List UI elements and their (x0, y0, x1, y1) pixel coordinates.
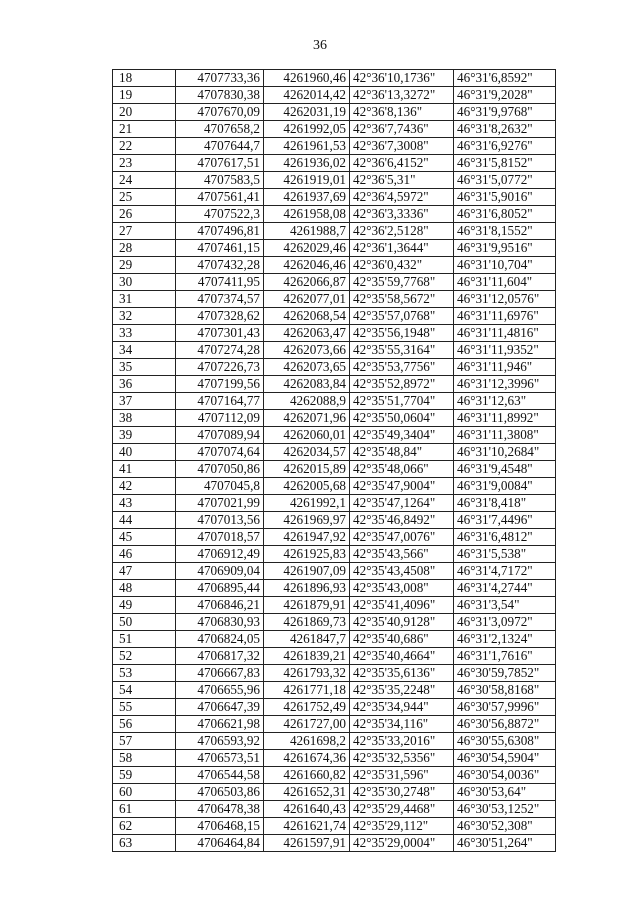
x-coordinate-cell: 4706503,86 (176, 784, 264, 801)
table-row (113, 189, 556, 206)
table-row (113, 206, 556, 223)
y-coordinate-cell: 4262005,68 (264, 478, 350, 495)
table-row (113, 478, 556, 495)
x-coordinate-cell: 4706464,84 (176, 835, 264, 852)
latitude-cell: 42°35'30,2748" (350, 784, 454, 801)
longitude-cell: 46°31'6,4812" (454, 529, 556, 546)
table-row (113, 359, 556, 376)
y-coordinate-cell: 4262073,65 (264, 359, 350, 376)
point-number-cell: 43 (113, 495, 176, 512)
longitude-cell: 46°31'9,2028" (454, 87, 556, 104)
y-coordinate-cell: 4261674,36 (264, 750, 350, 767)
latitude-cell: 42°35'41,4096" (350, 597, 454, 614)
y-coordinate-cell: 4262046,46 (264, 257, 350, 274)
page-number: 36 (313, 38, 327, 53)
longitude-cell: 46°31'11,946" (454, 359, 556, 376)
longitude-cell: 46°30'59,7852" (454, 665, 556, 682)
x-coordinate-cell: 4706655,96 (176, 682, 264, 699)
longitude-cell: 46°30'57,9996" (454, 699, 556, 716)
y-coordinate-cell: 4261988,7 (264, 223, 350, 240)
point-number-cell: 19 (113, 87, 176, 104)
latitude-cell: 42°35'59,7768" (350, 274, 454, 291)
x-coordinate-cell: 4706909,04 (176, 563, 264, 580)
y-coordinate-cell: 4261640,43 (264, 801, 350, 818)
longitude-cell: 46°31'6,8052" (454, 206, 556, 223)
latitude-cell: 42°36'7,7436" (350, 121, 454, 138)
x-coordinate-cell: 4707328,62 (176, 308, 264, 325)
point-number-cell: 45 (113, 529, 176, 546)
longitude-cell: 46°31'11,6976" (454, 308, 556, 325)
y-coordinate-cell: 4262029,46 (264, 240, 350, 257)
table-row (113, 733, 556, 750)
table-row (113, 444, 556, 461)
longitude-cell: 46°31'11,9352" (454, 342, 556, 359)
latitude-cell: 42°36'3,3336" (350, 206, 454, 223)
latitude-cell: 42°35'46,8492" (350, 512, 454, 529)
latitude-cell: 42°35'47,0076" (350, 529, 454, 546)
point-number-cell: 26 (113, 206, 176, 223)
longitude-cell: 46°31'7,4496" (454, 512, 556, 529)
latitude-cell: 42°35'34,944" (350, 699, 454, 716)
table-row (113, 172, 556, 189)
point-number-cell: 27 (113, 223, 176, 240)
latitude-cell: 42°35'58,5672" (350, 291, 454, 308)
latitude-cell: 42°36'2,5128" (350, 223, 454, 240)
latitude-cell: 42°35'43,008" (350, 580, 454, 597)
x-coordinate-cell: 4706912,49 (176, 546, 264, 563)
x-coordinate-cell: 4706846,21 (176, 597, 264, 614)
y-coordinate-cell: 4261793,32 (264, 665, 350, 682)
point-number-cell: 50 (113, 614, 176, 631)
point-number-cell: 20 (113, 104, 176, 121)
point-number-cell: 52 (113, 648, 176, 665)
y-coordinate-cell: 4262066,87 (264, 274, 350, 291)
longitude-cell: 46°31'5,9016" (454, 189, 556, 206)
x-coordinate-cell: 4707013,56 (176, 512, 264, 529)
latitude-cell: 42°35'29,112" (350, 818, 454, 835)
y-coordinate-cell: 4262073,66 (264, 342, 350, 359)
latitude-cell: 42°35'29,0004" (350, 835, 454, 852)
point-number-cell: 28 (113, 240, 176, 257)
x-coordinate-cell: 4707018,57 (176, 529, 264, 546)
x-coordinate-cell: 4707583,5 (176, 172, 264, 189)
table-row (113, 291, 556, 308)
x-coordinate-cell: 4707164,77 (176, 393, 264, 410)
latitude-cell: 42°35'48,84" (350, 444, 454, 461)
longitude-cell: 46°31'3,54" (454, 597, 556, 614)
table-row (113, 648, 556, 665)
y-coordinate-cell: 4261597,91 (264, 835, 350, 852)
x-coordinate-cell: 4706544,58 (176, 767, 264, 784)
latitude-cell: 42°35'43,4508" (350, 563, 454, 580)
table-row (113, 393, 556, 410)
y-coordinate-cell: 4262014,42 (264, 87, 350, 104)
y-coordinate-cell: 4261960,46 (264, 70, 350, 87)
point-number-cell: 51 (113, 631, 176, 648)
latitude-cell: 42°35'56,1948" (350, 325, 454, 342)
y-coordinate-cell: 4261660,82 (264, 767, 350, 784)
x-coordinate-cell: 4706593,92 (176, 733, 264, 750)
y-coordinate-cell: 4262071,96 (264, 410, 350, 427)
x-coordinate-cell: 4707617,51 (176, 155, 264, 172)
point-number-cell: 46 (113, 546, 176, 563)
longitude-cell: 46°30'54,5904" (454, 750, 556, 767)
latitude-cell: 42°35'40,9128" (350, 614, 454, 631)
table-row (113, 70, 556, 87)
longitude-cell: 46°31'8,418" (454, 495, 556, 512)
y-coordinate-cell: 4261752,49 (264, 699, 350, 716)
point-number-cell: 61 (113, 801, 176, 818)
latitude-cell: 42°35'55,3164" (350, 342, 454, 359)
latitude-cell: 42°35'35,2248" (350, 682, 454, 699)
x-coordinate-cell: 4707496,81 (176, 223, 264, 240)
y-coordinate-cell: 4262088,9 (264, 393, 350, 410)
point-number-cell: 44 (113, 512, 176, 529)
latitude-cell: 42°36'8,136" (350, 104, 454, 121)
latitude-cell: 42°36'13,3272" (350, 87, 454, 104)
coordinates-table (112, 69, 556, 852)
point-number-cell: 47 (113, 563, 176, 580)
table-row (113, 121, 556, 138)
table-row (113, 767, 556, 784)
x-coordinate-cell: 4706468,15 (176, 818, 264, 835)
point-number-cell: 41 (113, 461, 176, 478)
latitude-cell: 42°35'43,566" (350, 546, 454, 563)
x-coordinate-cell: 4707301,43 (176, 325, 264, 342)
latitude-cell: 42°36'6,4152" (350, 155, 454, 172)
longitude-cell: 46°31'11,3808" (454, 427, 556, 444)
table-row (113, 512, 556, 529)
table-row (113, 223, 556, 240)
x-coordinate-cell: 4707830,38 (176, 87, 264, 104)
longitude-cell: 46°31'3,0972" (454, 614, 556, 631)
y-coordinate-cell: 4261896,93 (264, 580, 350, 597)
y-coordinate-cell: 4261919,01 (264, 172, 350, 189)
x-coordinate-cell: 4706621,98 (176, 716, 264, 733)
y-coordinate-cell: 4262060,01 (264, 427, 350, 444)
table-row (113, 410, 556, 427)
latitude-cell: 42°36'4,5972" (350, 189, 454, 206)
longitude-cell: 46°31'9,0084" (454, 478, 556, 495)
x-coordinate-cell: 4707522,3 (176, 206, 264, 223)
latitude-cell: 42°36'1,3644" (350, 240, 454, 257)
longitude-cell: 46°31'12,3996" (454, 376, 556, 393)
latitude-cell: 42°35'49,3404" (350, 427, 454, 444)
point-number-cell: 54 (113, 682, 176, 699)
point-number-cell: 56 (113, 716, 176, 733)
point-number-cell: 37 (113, 393, 176, 410)
point-number-cell: 57 (113, 733, 176, 750)
table-row (113, 631, 556, 648)
y-coordinate-cell: 4262034,57 (264, 444, 350, 461)
y-coordinate-cell: 4262015,89 (264, 461, 350, 478)
latitude-cell: 42°35'34,116" (350, 716, 454, 733)
point-number-cell: 21 (113, 121, 176, 138)
longitude-cell: 46°31'9,9516" (454, 240, 556, 257)
longitude-cell: 46°30'52,308" (454, 818, 556, 835)
point-number-cell: 39 (113, 427, 176, 444)
x-coordinate-cell: 4706895,44 (176, 580, 264, 597)
latitude-cell: 42°35'47,1264" (350, 495, 454, 512)
y-coordinate-cell: 4261698,2 (264, 733, 350, 750)
x-coordinate-cell: 4706478,38 (176, 801, 264, 818)
y-coordinate-cell: 4261961,53 (264, 138, 350, 155)
table-row (113, 427, 556, 444)
latitude-cell: 42°35'47,9004" (350, 478, 454, 495)
table-row (113, 716, 556, 733)
point-number-cell: 58 (113, 750, 176, 767)
point-number-cell: 25 (113, 189, 176, 206)
longitude-cell: 46°30'56,8872" (454, 716, 556, 733)
x-coordinate-cell: 4707274,28 (176, 342, 264, 359)
latitude-cell: 42°35'50,0604" (350, 410, 454, 427)
latitude-cell: 42°35'48,066" (350, 461, 454, 478)
x-coordinate-cell: 4706647,39 (176, 699, 264, 716)
longitude-cell: 46°31'5,8152" (454, 155, 556, 172)
x-coordinate-cell: 4707226,73 (176, 359, 264, 376)
latitude-cell: 42°36'0,432" (350, 257, 454, 274)
table-row (113, 308, 556, 325)
longitude-cell: 46°31'4,7172" (454, 563, 556, 580)
longitude-cell: 46°31'9,9768" (454, 104, 556, 121)
y-coordinate-cell: 4261652,31 (264, 784, 350, 801)
y-coordinate-cell: 4262083,84 (264, 376, 350, 393)
x-coordinate-cell: 4707644,7 (176, 138, 264, 155)
point-number-cell: 62 (113, 818, 176, 835)
table-row (113, 835, 556, 852)
latitude-cell: 42°35'32,5356" (350, 750, 454, 767)
table-row (113, 325, 556, 342)
x-coordinate-cell: 4706667,83 (176, 665, 264, 682)
x-coordinate-cell: 4707074,64 (176, 444, 264, 461)
latitude-cell: 42°35'29,4468" (350, 801, 454, 818)
x-coordinate-cell: 4707658,2 (176, 121, 264, 138)
point-number-cell: 53 (113, 665, 176, 682)
latitude-cell: 42°35'31,596" (350, 767, 454, 784)
y-coordinate-cell: 4261771,18 (264, 682, 350, 699)
x-coordinate-cell: 4707733,36 (176, 70, 264, 87)
longitude-cell: 46°31'11,8992" (454, 410, 556, 427)
table-row (113, 274, 556, 291)
table-row (113, 461, 556, 478)
table-row (113, 376, 556, 393)
x-coordinate-cell: 4707432,28 (176, 257, 264, 274)
table-row (113, 495, 556, 512)
latitude-cell: 42°35'57,0768" (350, 308, 454, 325)
longitude-cell: 46°31'11,4816" (454, 325, 556, 342)
y-coordinate-cell: 4261947,92 (264, 529, 350, 546)
y-coordinate-cell: 4261937,69 (264, 189, 350, 206)
y-coordinate-cell: 4261907,09 (264, 563, 350, 580)
table-row (113, 682, 556, 699)
point-number-cell: 60 (113, 784, 176, 801)
x-coordinate-cell: 4707411,95 (176, 274, 264, 291)
latitude-cell: 42°35'52,8972" (350, 376, 454, 393)
longitude-cell: 46°30'53,1252" (454, 801, 556, 818)
latitude-cell: 42°35'51,7704" (350, 393, 454, 410)
point-number-cell: 18 (113, 70, 176, 87)
y-coordinate-cell: 4262068,54 (264, 308, 350, 325)
y-coordinate-cell: 4261847,7 (264, 631, 350, 648)
x-coordinate-cell: 4706817,32 (176, 648, 264, 665)
coordinates-table-body (113, 70, 556, 852)
point-number-cell: 33 (113, 325, 176, 342)
y-coordinate-cell: 4261727,00 (264, 716, 350, 733)
point-number-cell: 34 (113, 342, 176, 359)
point-number-cell: 63 (113, 835, 176, 852)
table-row (113, 784, 556, 801)
x-coordinate-cell: 4707199,56 (176, 376, 264, 393)
y-coordinate-cell: 4261869,73 (264, 614, 350, 631)
point-number-cell: 23 (113, 155, 176, 172)
x-coordinate-cell: 4707461,15 (176, 240, 264, 257)
latitude-cell: 42°36'5,31" (350, 172, 454, 189)
longitude-cell: 46°31'5,0772" (454, 172, 556, 189)
y-coordinate-cell: 4261925,83 (264, 546, 350, 563)
table-row (113, 240, 556, 257)
longitude-cell: 46°31'10,2684" (454, 444, 556, 461)
table-row (113, 699, 556, 716)
point-number-cell: 22 (113, 138, 176, 155)
x-coordinate-cell: 4707561,41 (176, 189, 264, 206)
point-number-cell: 42 (113, 478, 176, 495)
latitude-cell: 42°35'35,6136" (350, 665, 454, 682)
table-row (113, 546, 556, 563)
latitude-cell: 42°36'7,3008" (350, 138, 454, 155)
longitude-cell: 46°30'58,8168" (454, 682, 556, 699)
longitude-cell: 46°30'55,6308" (454, 733, 556, 750)
x-coordinate-cell: 4707374,57 (176, 291, 264, 308)
y-coordinate-cell: 4261992,05 (264, 121, 350, 138)
longitude-cell: 46°31'8,2632" (454, 121, 556, 138)
longitude-cell: 46°31'11,604" (454, 274, 556, 291)
x-coordinate-cell: 4707050,86 (176, 461, 264, 478)
longitude-cell: 46°31'4,2744" (454, 580, 556, 597)
x-coordinate-cell: 4707089,94 (176, 427, 264, 444)
point-number-cell: 24 (113, 172, 176, 189)
x-coordinate-cell: 4706573,51 (176, 750, 264, 767)
longitude-cell: 46°31'6,8592" (454, 70, 556, 87)
point-number-cell: 32 (113, 308, 176, 325)
y-coordinate-cell: 4261621,74 (264, 818, 350, 835)
x-coordinate-cell: 4707112,09 (176, 410, 264, 427)
table-row (113, 87, 556, 104)
longitude-cell: 46°31'9,4548" (454, 461, 556, 478)
point-number-cell: 55 (113, 699, 176, 716)
x-coordinate-cell: 4706830,93 (176, 614, 264, 631)
point-number-cell: 48 (113, 580, 176, 597)
point-number-cell: 31 (113, 291, 176, 308)
longitude-cell: 46°30'54,0036" (454, 767, 556, 784)
longitude-cell: 46°31'2,1324" (454, 631, 556, 648)
latitude-cell: 42°35'33,2016" (350, 733, 454, 750)
table-row (113, 342, 556, 359)
table-row (113, 665, 556, 682)
point-number-cell: 30 (113, 274, 176, 291)
y-coordinate-cell: 4261969,97 (264, 512, 350, 529)
longitude-cell: 46°31'5,538" (454, 546, 556, 563)
x-coordinate-cell: 4706824,05 (176, 631, 264, 648)
latitude-cell: 42°35'40,686" (350, 631, 454, 648)
y-coordinate-cell: 4261936,02 (264, 155, 350, 172)
longitude-cell: 46°31'1,7616" (454, 648, 556, 665)
point-number-cell: 35 (113, 359, 176, 376)
table-row (113, 257, 556, 274)
y-coordinate-cell: 4262031,19 (264, 104, 350, 121)
point-number-cell: 59 (113, 767, 176, 784)
longitude-cell: 46°31'8,1552" (454, 223, 556, 240)
y-coordinate-cell: 4261992,1 (264, 495, 350, 512)
table-row (113, 580, 556, 597)
table-row (113, 818, 556, 835)
x-coordinate-cell: 4707045,8 (176, 478, 264, 495)
latitude-cell: 42°36'10,1736" (350, 70, 454, 87)
point-number-cell: 29 (113, 257, 176, 274)
longitude-cell: 46°30'51,264" (454, 835, 556, 852)
y-coordinate-cell: 4262063,47 (264, 325, 350, 342)
longitude-cell: 46°31'6,9276" (454, 138, 556, 155)
table-row (113, 563, 556, 580)
table-row (113, 155, 556, 172)
y-coordinate-cell: 4261879,91 (264, 597, 350, 614)
x-coordinate-cell: 4707021,99 (176, 495, 264, 512)
y-coordinate-cell: 4262077,01 (264, 291, 350, 308)
table-row (113, 750, 556, 767)
longitude-cell: 46°31'10,704" (454, 257, 556, 274)
latitude-cell: 42°35'40,4664" (350, 648, 454, 665)
table-row (113, 597, 556, 614)
longitude-cell: 46°31'12,63" (454, 393, 556, 410)
table-row (113, 614, 556, 631)
point-number-cell: 38 (113, 410, 176, 427)
point-number-cell: 36 (113, 376, 176, 393)
y-coordinate-cell: 4261839,21 (264, 648, 350, 665)
table-row (113, 529, 556, 546)
y-coordinate-cell: 4261958,08 (264, 206, 350, 223)
longitude-cell: 46°30'53,64" (454, 784, 556, 801)
table-row (113, 801, 556, 818)
point-number-cell: 40 (113, 444, 176, 461)
x-coordinate-cell: 4707670,09 (176, 104, 264, 121)
latitude-cell: 42°35'53,7756" (350, 359, 454, 376)
table-row (113, 104, 556, 121)
point-number-cell: 49 (113, 597, 176, 614)
table-row (113, 138, 556, 155)
longitude-cell: 46°31'12,0576" (454, 291, 556, 308)
